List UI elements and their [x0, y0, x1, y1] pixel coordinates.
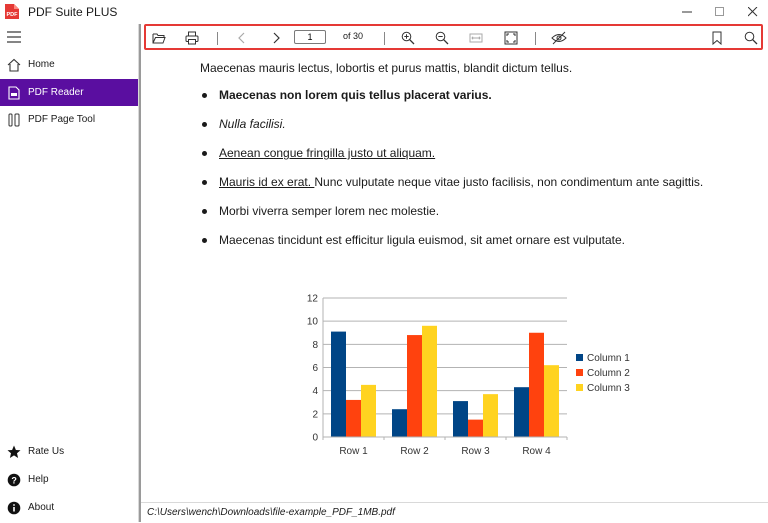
- chart-svg: [296, 292, 656, 467]
- bar: [346, 400, 361, 437]
- legend-swatch: [576, 354, 583, 361]
- y-tick-label: 8: [312, 339, 318, 351]
- star-icon: [7, 445, 21, 459]
- x-tick-label: Row 3: [461, 446, 490, 457]
- document-view: [141, 52, 768, 502]
- sidebar-item-label: Rate Us: [28, 446, 65, 457]
- legend-label: Column 3: [587, 383, 630, 394]
- legend-label: Column 1: [587, 353, 630, 364]
- bar: [361, 385, 376, 437]
- underlined-text: Aenean congue fringilla justo ut aliquam.: [219, 146, 436, 160]
- app-logo-text: PDF: [6, 12, 18, 18]
- legend-swatch: [576, 384, 583, 391]
- bar: [331, 332, 346, 437]
- hide-icon[interactable]: [551, 30, 567, 46]
- x-tick-label: Row 1: [339, 446, 368, 457]
- pdf-icon: [7, 86, 21, 100]
- page-count: of 30: [343, 31, 364, 41]
- sidebar-item-about[interactable]: [0, 494, 138, 521]
- sidebar-item-label: PDF Reader: [28, 87, 84, 98]
- close-icon: [748, 7, 758, 17]
- list-item-text: Nunc vulputate neque vitae justo facilisis, non condimentum ante sagittis.: [314, 175, 704, 189]
- bar: [514, 387, 529, 437]
- intro-paragraph: Maecenas mauris lectus, lobortis et purus mattis, blandit dictum tellus.: [200, 61, 573, 75]
- tools-icon: [7, 113, 21, 127]
- page-number-input[interactable]: [294, 30, 326, 44]
- list-item: Maecenas tincidunt est efficitur ligula euismod, sit amet ornare est vulputate.: [219, 232, 719, 249]
- info-icon: [7, 501, 21, 515]
- bar: [483, 394, 498, 437]
- sidebar-item-pdf-reader[interactable]: [0, 79, 138, 106]
- list-item: Maecenas non lorem quis tellus placerat varius.: [219, 87, 719, 104]
- svg-text:?: ?: [11, 475, 17, 485]
- y-tick-label: 12: [306, 293, 318, 305]
- legend-label: Column 2: [587, 368, 630, 379]
- toolbar: [144, 24, 763, 50]
- bar: [407, 335, 422, 437]
- sidebar-item-home[interactable]: [0, 51, 138, 78]
- bar: [529, 333, 544, 437]
- help-icon: [7, 473, 21, 487]
- toolbar-separator: [384, 32, 385, 45]
- bar: [468, 420, 483, 437]
- y-tick-label: 6: [312, 363, 318, 374]
- list-item: Nulla facilisi.: [219, 116, 719, 133]
- bar: [422, 326, 437, 437]
- underlined-text: Mauris id ex erat.: [219, 175, 315, 189]
- sidebar-item-pdf-page-tool[interactable]: [0, 106, 138, 133]
- sidebar-item-label: About: [28, 502, 55, 513]
- y-tick-label: 2: [312, 409, 318, 421]
- sidebar-item-label: Help: [28, 474, 49, 485]
- minimize-button[interactable]: [670, 0, 704, 24]
- bar: [392, 409, 407, 437]
- bar-chart: [296, 292, 656, 467]
- list-item: [219, 174, 719, 191]
- minimize-icon: [682, 7, 692, 17]
- toolbar-separator: [217, 32, 218, 45]
- bar: [544, 365, 559, 437]
- y-tick-label: 4: [312, 386, 318, 398]
- search-icon[interactable]: [743, 30, 759, 46]
- hamburger-icon[interactable]: [7, 30, 23, 44]
- previous-page-icon[interactable]: [234, 30, 250, 46]
- legend-swatch: [576, 369, 583, 376]
- fit-width-icon[interactable]: [468, 30, 484, 46]
- sidebar-item-label: Home: [28, 59, 55, 70]
- print-icon[interactable]: [184, 30, 200, 46]
- status-bar: [141, 502, 768, 523]
- toolbar-separator: [535, 32, 536, 45]
- list-item: [219, 145, 719, 162]
- app-logo-icon: [4, 3, 20, 20]
- home-icon: [7, 58, 21, 72]
- title-bar: [0, 0, 768, 24]
- x-tick-label: Row 2: [400, 446, 429, 457]
- y-tick-label: 0: [312, 432, 318, 444]
- zoom-out-icon[interactable]: [434, 30, 450, 46]
- y-tick-label: 10: [306, 316, 318, 328]
- x-tick-label: Row 4: [522, 446, 551, 457]
- bullet-list: [219, 87, 719, 249]
- close-button[interactable]: [736, 0, 768, 24]
- fullscreen-icon[interactable]: [503, 30, 519, 46]
- sidebar-item-help[interactable]: [0, 466, 138, 493]
- sidebar-item-label: PDF Page Tool: [28, 114, 96, 125]
- bookmark-icon[interactable]: [709, 30, 725, 46]
- zoom-in-icon[interactable]: [400, 30, 416, 46]
- next-page-icon[interactable]: [268, 30, 284, 46]
- list-item: Morbi viverra semper lorem nec molestie.: [219, 203, 719, 220]
- bar: [453, 401, 468, 437]
- file-path: C:\Users\wench\Downloads\file-example_PDF_1MB.pdf: [147, 507, 395, 518]
- open-folder-icon[interactable]: [151, 30, 167, 46]
- sidebar: [0, 24, 139, 522]
- maximize-button[interactable]: [703, 0, 737, 24]
- window-title: PDF Suite PLUS: [28, 5, 118, 19]
- maximize-icon: [715, 7, 725, 17]
- sidebar-item-rate-us[interactable]: [0, 438, 138, 465]
